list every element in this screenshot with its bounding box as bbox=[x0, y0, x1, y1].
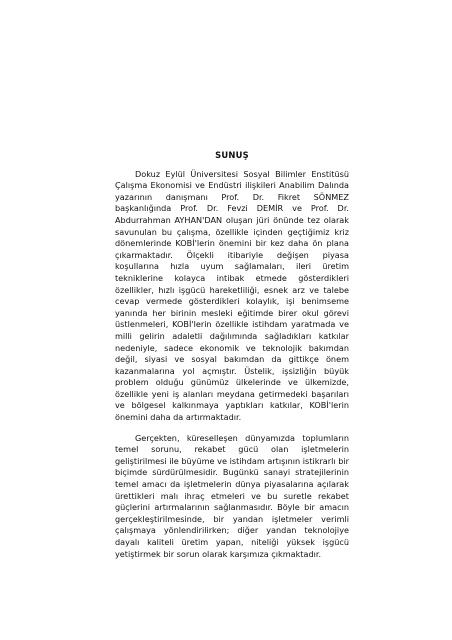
paragraph-2: Gerçekten, küreselleşen dünyamızda toplumların temel sorunu, rekabet gücü olan işletmelerin geliştirilmesi ile büyüme ve istihdam artışının istikrarlı bir biçimde sürdürülmesidir. Bugünkü sanayi stratejilerinin temel amacı da işletmelerin dünya piyasalarına açılarak ürettikleri malı ihraç etmeleri ve bu suretle rekabet güçlerini artırmalarının sağlanmasıdır. Böyle bir amacın gerçekleştirilmesinde, bir yandan işletmeler verimli çalışmaya yönlendirilirken; diğer yandan teknolojiye dayalı kaliteli üretim yapan, niteliği yüksek işgücü yetiştirmek bir sorun olarak karşımıza çıkmaktadır. bbox=[115, 432, 349, 559]
paragraph-1: Dokuz Eylül Üniversitesi Sosyal Bilimler Enstitüsü Çalışma Ekonomisi ve Endüstri ilişkileri Anabilim Dalında yazarının danışmanı Prof. Dr. Fikret SÖNMEZ başkanlığında Prof. Dr. Fevzi DEMİR ve Prof. Dr. Abdurrahman AYHAN'DAN oluşan jüri önünde tez olarak savunulan bu çalışma, özellikle içinden geçtiğimiz kriz dönemlerinde KOBİ'lerin önemini bir kez daha ön plana çıkarmaktadır. Ölçekli itibariyle değişen piyasa koşullarına hızla uyum sağlamaları, ileri üretim tekniklerine kolayca intibak etmede gösterdikleri özellikler, hızlı işgücü hareketliliği, esnek arz ve talebe cevap vermede gösterdikleri kolaylık, işi benimseme yanında her birinin mesleki eğitimde birer okul görevi üstlenmeleri, KOBİ'lerin özellikle istihdam yaratmada ve milli gelirin adaletli dağılımında sağladıkları katkılar nedeniyle, sadece ekonomik ve teknolojik bakımdan değil, siyasi ve sosyal bakımdan da gittikçe önem kazanmalarına yol açmıştır. Üstelik, işsizliğin büyük problem olduğu günümüz ülkelerinde ve ülkemizde, özellikle yeni iş alanları meydana getirmedeki başarıları ve bölgesel kalkınmaya yaptıkları katkılar, KOBİ'lerin önemini daha da artırmaktadır. bbox=[115, 168, 349, 423]
document-title: SUNUŞ bbox=[215, 150, 249, 160]
document-body bbox=[115, 150, 349, 560]
